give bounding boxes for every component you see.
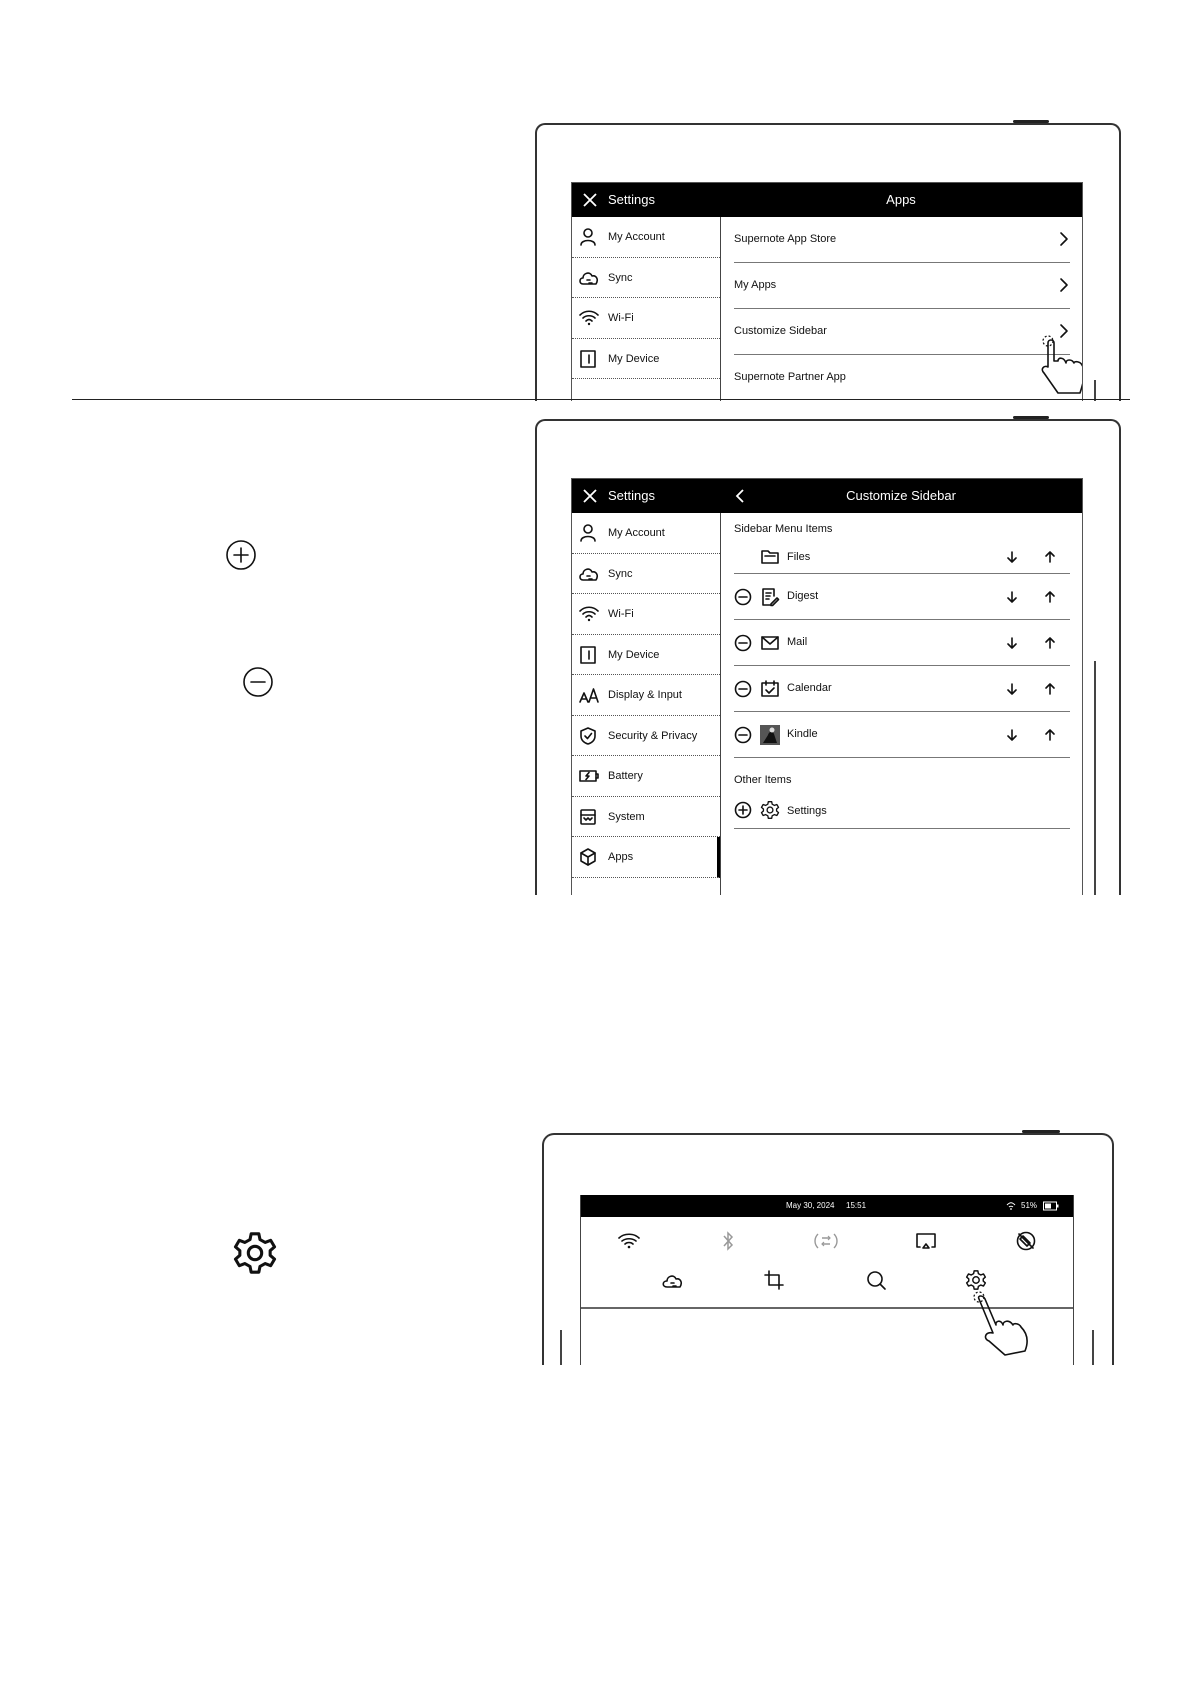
cloud-sync-icon (578, 268, 598, 288)
gear-icon (232, 1230, 278, 1276)
sidebar-item-label: My Device (608, 352, 660, 365)
wifi-icon (578, 604, 598, 624)
tap-hand-icon (1040, 331, 1083, 401)
close-icon[interactable] (582, 488, 598, 504)
menu-item-kindle[interactable] (734, 712, 1070, 758)
mail-icon (760, 633, 780, 653)
header-settings-label: Settings (608, 488, 655, 503)
plus-circle-icon (225, 539, 257, 571)
wifi-icon (578, 308, 598, 328)
sidebar-item-my-device[interactable] (572, 635, 720, 676)
screen-apps (571, 182, 1083, 401)
move-down-icon[interactable] (1006, 590, 1018, 604)
search-icon[interactable] (865, 1269, 887, 1291)
move-up-icon[interactable] (1044, 728, 1056, 742)
row-my-apps[interactable] (734, 263, 1070, 309)
move-up-icon[interactable] (1044, 590, 1056, 604)
cast-icon[interactable] (915, 1231, 937, 1251)
power-button (1013, 120, 1049, 123)
sidebar-item-sync[interactable] (572, 554, 720, 595)
gear-icon (760, 800, 780, 820)
row-customize-sidebar[interactable] (734, 309, 1070, 355)
device-icon (578, 349, 598, 369)
divider (72, 399, 1130, 400)
shield-icon (578, 726, 598, 746)
sidebar-item-label: Sync (608, 567, 633, 580)
side-rail-right (1092, 1330, 1094, 1365)
sidebar-item-label: Wi-Fi (608, 608, 634, 620)
sidebar-item-my-device[interactable] (572, 339, 720, 380)
calendar-icon (760, 679, 780, 699)
minus-circle-icon (242, 666, 274, 698)
quick-settings-panel (580, 1195, 1074, 1365)
move-down-icon[interactable] (1006, 550, 1018, 564)
folder-icon (760, 547, 780, 567)
device-icon (578, 645, 598, 665)
customize-list (734, 513, 1070, 829)
row-label: Supernote App Store (734, 233, 837, 245)
battery-icon (1043, 1201, 1059, 1211)
menu-item-digest[interactable] (734, 574, 1070, 620)
move-up-icon[interactable] (1044, 550, 1056, 564)
wifi-icon (1006, 1201, 1016, 1211)
page-title: Customize Sidebar (846, 488, 956, 503)
page-title: Apps (886, 192, 916, 207)
sidebar-item-label: My Account (608, 231, 665, 243)
sidebar-item-wifi[interactable] (572, 594, 720, 635)
device-frame-apps (535, 123, 1121, 401)
text-size-icon (578, 685, 598, 705)
settings-sidebar (572, 513, 721, 895)
side-rail-left (560, 1330, 562, 1365)
sidebar-item-battery[interactable] (572, 756, 720, 797)
other-items-heading: Other Items (734, 774, 792, 786)
row-label: Supernote Partner App (734, 371, 846, 383)
device-frame-customize (535, 419, 1121, 895)
menu-item-calendar[interactable] (734, 666, 1070, 712)
menu-item-label: Kindle (787, 728, 818, 740)
device-frame-quick-settings (542, 1133, 1114, 1365)
menu-item-label: Files (787, 551, 811, 563)
status-time: 15:51 (846, 1201, 867, 1210)
close-icon[interactable] (582, 192, 598, 208)
bluetooth-icon[interactable] (721, 1230, 735, 1252)
tap-hand-icon (971, 1291, 1031, 1361)
sidebar-menu-items-heading: Sidebar Menu Items (734, 523, 833, 535)
menu-item-files[interactable] (734, 541, 1070, 574)
move-down-icon[interactable] (1006, 728, 1018, 742)
plus-circle-icon[interactable] (734, 801, 752, 819)
cloud-sync-icon[interactable] (661, 1271, 685, 1291)
digest-icon (760, 587, 780, 607)
person-icon (578, 227, 598, 247)
person-icon (578, 523, 598, 543)
move-up-icon[interactable] (1044, 682, 1056, 696)
crop-icon[interactable] (763, 1269, 785, 1291)
move-down-icon[interactable] (1006, 682, 1018, 696)
system-icon (578, 807, 598, 827)
minus-circle-icon[interactable] (734, 588, 752, 606)
sidebar-item-sync[interactable] (572, 258, 720, 299)
chevron-right-icon (1058, 277, 1070, 293)
sidebar-item-wifi[interactable] (572, 298, 720, 339)
sidebar-item-label: Battery (608, 770, 643, 782)
chevron-right-icon (1058, 231, 1070, 247)
sidebar-item-label: Wi-Fi (608, 312, 634, 324)
menu-item-label: Digest (787, 590, 819, 602)
row-app-store[interactable] (734, 217, 1070, 263)
other-item-settings[interactable] (734, 794, 1070, 829)
wifi-icon[interactable] (617, 1231, 641, 1251)
sidebar-item-display-input[interactable] (572, 675, 720, 716)
row-label: My Apps (734, 279, 777, 291)
header-bar (572, 479, 1082, 513)
sidebar-item-my-account[interactable] (572, 217, 720, 258)
screen-customize (571, 478, 1083, 895)
sidebar-item-label: System (608, 810, 645, 823)
apps-cube-icon (578, 847, 598, 867)
sidebar-item-label: Apps (608, 851, 634, 863)
scrollbar[interactable] (1094, 380, 1096, 401)
sidebar-item-label: Display & Input (608, 689, 682, 701)
move-down-icon[interactable] (1006, 636, 1018, 650)
header-settings-label: Settings (608, 192, 655, 207)
gear-icon[interactable] (965, 1269, 987, 1291)
scrollbar[interactable] (1094, 661, 1096, 895)
menu-item-mail[interactable] (734, 620, 1070, 666)
battery-percent: 51% (1021, 1201, 1038, 1210)
apps-list (734, 217, 1070, 400)
settings-sidebar (572, 217, 721, 401)
row-label: Customize Sidebar (734, 325, 827, 337)
menu-item-label: Mail (787, 636, 808, 648)
sidebar-item-label: Security & Privacy (608, 729, 698, 742)
row-partner-app[interactable] (734, 355, 1070, 400)
sidebar-item-system[interactable] (572, 797, 720, 838)
menu-item-label: Calendar (787, 682, 832, 694)
other-item-label: Settings (787, 805, 827, 817)
sidebar-item-apps[interactable] (572, 837, 720, 878)
sidebar-item-label: My Device (608, 648, 660, 661)
header-bar (572, 183, 1082, 217)
minus-circle-icon[interactable] (734, 726, 752, 744)
sidebar-item-security-privacy[interactable] (572, 716, 720, 757)
rotation-lock-icon[interactable] (1015, 1230, 1037, 1252)
status-bar (581, 1195, 1073, 1217)
minus-circle-icon[interactable] (734, 680, 752, 698)
battery-icon (578, 766, 598, 786)
kindle-icon (760, 725, 780, 745)
sidebar-item-my-account[interactable] (572, 513, 720, 554)
sidebar-item-label: My Account (608, 527, 665, 539)
cloud-sync-icon (578, 564, 598, 584)
move-up-icon[interactable] (1044, 636, 1056, 650)
status-date: May 30, 2024 (786, 1201, 835, 1210)
sidebar-item-label: Sync (608, 271, 633, 284)
hotspot-icon[interactable] (813, 1231, 839, 1251)
minus-circle-icon[interactable] (734, 634, 752, 652)
